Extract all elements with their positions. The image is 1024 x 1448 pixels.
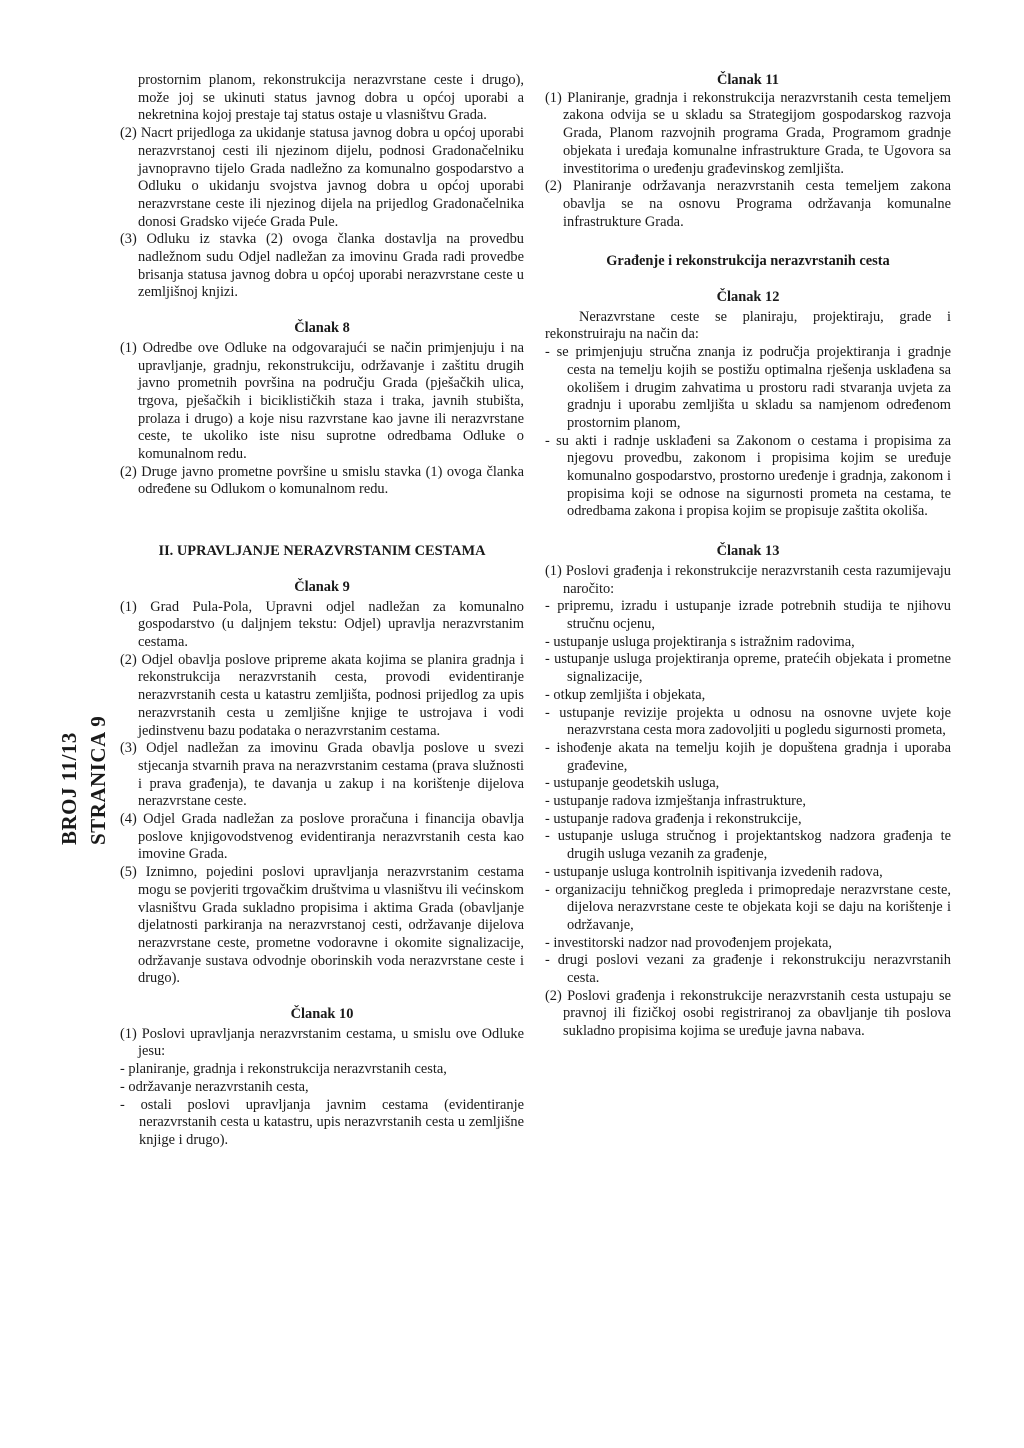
list-item: - ustupanje geodetskih usluga, — [545, 775, 720, 792]
list-item: - ustupanje usluga stručnog i projektantskog nadzora građenja te drugih usluga vezanih za građenje, — [545, 828, 951, 863]
right-column — [545, 72, 951, 1041]
list-item: - pripremu, izradu i ustupanje izrade potrebnih studija te njihovu stručnu ocjenu, — [545, 598, 951, 632]
article-8-paragraph-1: (1) Odredbe ove Odluke na odgovarajući se način primjenjuju i na upravljanje, gradnju, rekonstrukciju, održavanje i zaštitu drugih javno prometnih površina na području Grada (pješačkih ulica, trgova, pješačkih i biciklističkih staza i traka, javnih stubišta, prolaza i drugo) a koje nisu razvrstane kao javne ili nerazvrstane ceste, te ukoliko iste nisu suprotne odredbama Odluke o komunalnom redu. — [120, 339, 524, 463]
article-7-paragraph-2: (2) Nacrt prijedloga za ukidanje statusa javnog dobra u općoj uporabi nerazvrstanoj cesti ili njezinom dijelu, podnosi Gradonačelniku javnopravno tijelo Grada nadležno za komunalno gospodarstvo a Odluku o ukidanju svojstva javnog dobra u općoj uporabi nerazvrstane ceste ili njezinog dijela na prijedlog Gradonačelnika donosi Gradsko vijeće Grada Pule. — [120, 125, 524, 230]
issue-number: BROJ 11/13 — [57, 732, 81, 845]
article-13-paragraph-1: (1) Poslovi građenja i rekonstrukcije nerazvrstanih cesta razumijevaju naročito: — [545, 562, 951, 597]
article-9-title: Članak 9 — [294, 578, 350, 595]
article-10-paragraph-1: (1) Poslovi upravljanja nerazvrstanim cestama, u smislu ove Odluke jesu: — [120, 1025, 524, 1060]
list-item: - organizaciju tehničkog pregleda i primopredaje nerazvrstane ceste, dijelova nerazvrstane ceste te objekata koji se daju na korištenje i održavanje, — [545, 881, 951, 933]
article-7-paragraph-3: (3) Odluku iz stavka (2) ovoga članka dostavlja na provedbu nadležnom sudu Odjel nadležan za imovinu Grada radi provedbe brisanja statusa javnog dobra u općoj uporabi nerazvrstane ceste u zemljišnoj knjizi. — [120, 231, 524, 301]
article-10-title: Članak 10 — [290, 1006, 354, 1023]
page-header-vertical — [55, 716, 113, 845]
article-11-paragraph-1: (1) Planiranje, gradnja i rekonstrukcija nerazvrstanih cesta temeljem zakona odvija se u skladu sa Strategijom gospodarskog razvoja Grada, Planom razvojnih programa Grada, Programom gradnje objekata i uređaja komunalne infrastrukture Grada, te Ugovora sa investitorima o uređenju građevinskog zemljišta. — [545, 89, 951, 177]
list-item: - otkup zemljišta i objekata, — [545, 686, 706, 703]
article-13-paragraph-2: (2) Poslovi građenja i rekonstrukcije nerazvrstanih cesta ustupaju se pravnoj ili fizičkoj osobi registriranoj za obavljanje tih poslova sukladno propisima kojima se uređuje javna nabava. — [545, 987, 951, 1040]
list-item: - planiranje, gradnja i rekonstrukcija nerazvrstanih cesta, — [120, 1061, 447, 1078]
article-9-paragraph-2: (2) Odjel obavlja poslove pripreme akata kojima se planira gradnja i rekonstrukcija nerazvrstanih cesta, provodi evidentiranje nerazvrstanih cesta u katastru zemljišta, podnosi prijedlog za upis nerazvrstanih cesta u zemljišne knjige te ustrojava i vodi jedinstvenu bazu podataka o nerazvrstanim cestama. — [120, 651, 524, 739]
article-12-title: Članak 12 — [716, 289, 780, 306]
list-item: - drugi poslovi vezani za građenje i rekonstrukciju nerazvrstanih cesta. — [545, 952, 951, 987]
article-12-intro: Nerazvrstane ceste se planiraju, projektiraju, grade i rekonstruiraju na način da: — [545, 308, 951, 343]
article-9-paragraph-4: (4) Odjel Grada nadležan za poslove proračuna i financija obavlja poslove knjigovodstvenog evidentiranja nerazvrstanih cesta kao imovine Grada. — [120, 811, 524, 863]
list-item: - ustupanje usluga kontrolnih ispitivanja izvedenih radova, — [545, 863, 883, 880]
list-item: - ustupanje revizije projekta u odnosu na osnovne uvjete koje nerazvrstana cesta mora zadovoljiti u pogledu sigurnosti prometa, — [545, 704, 951, 739]
page-number: STRANICA 9 — [86, 715, 110, 845]
article-9-paragraph-1: (1) Grad Pula-Pola, Upravni odjel nadležan za komunalno gospodarstvo (u daljnjem tekstu: Odjel) upravlja nerazvrstanim cestama. — [120, 598, 524, 650]
article-11-paragraph-2: (2) Planiranje održavanja nerazvrstanih cesta temeljem zakona obavlja se na osnovu Programa održavanja komunalne infrastrukture Grada. — [545, 178, 951, 230]
article-9-paragraph-3: (3) Odjel nadležan za imovinu Grada obavlja poslove u svezi stjecanja stvarnih prava na nerazvrstanim cestama (prava služnosti i prava građenja), te davanja u zakup i na korištenje dijelova nerazvrstane ceste. — [120, 740, 524, 810]
article-8-title: Članak 8 — [294, 320, 350, 337]
list-item: - se primjenjuju stručna znanja iz područja projektiranja i gradnje cesta na temelju kojih se postižu optimalna rješenja usklađena sa okolišem i drugim zahvatima u prostoru radi stvaranja uvjeta za gradnju i uporabu zemljišta u skladu sa namjenom određenom prostornim planom, — [545, 344, 951, 431]
list-item: - su akti i radnje usklađeni sa Zakonom o cestama i propisima za njegovu provedbu, zakonom i propisima kojim se uređuje komunalno gospodarstvo, prostorno uređenje i gradnja, zakonom i propisima koji se odnose na sigurnosti prometa na cestama, te odredbama zakona i propisa kojim se propisuje zaštita okoliša. — [545, 432, 951, 520]
list-item: - ostali poslovi upravljanja javnim cestama (evidentiranje nerazvrstanih cesta u katastru, upis nerazvrstanih cesta u zemljišne knjige i drugo). — [120, 1096, 524, 1148]
list-item: - ustupanje radova građenja i rekonstrukcije, — [545, 810, 802, 827]
section-heading: II. UPRAVLJANJE NERAZVRSTANIM CESTAMA — [158, 543, 486, 560]
list-item: - ishođenje akata na temelju kojih je dopuštena gradnja i uporaba građevine, — [545, 739, 951, 774]
list-item: - održavanje nerazvrstanih cesta, — [120, 1078, 309, 1095]
list-item: - ustupanje usluga projektiranja s istražnim radovima, — [545, 633, 855, 650]
article-8-paragraph-2: (2) Druge javno prometne površine u smislu stavka (1) ovoga članka određene su Odlukom o komunalnom redu. — [120, 463, 524, 498]
list-item: - investitorski nadzor nad provođenjem projekata, — [545, 934, 832, 951]
list-item: - ustupanje usluga projektiranja opreme, pratećih objekata i prometne signalizacije, — [545, 651, 951, 686]
paragraph-continued: prostornim planom, rekonstrukcija nerazvrstane ceste i drugo), može joj se ukinuti status javnog dobra u općoj uporabi a nekretnina kojoj prestaje taj status ostaje u vlasništvu Grada. — [138, 72, 524, 124]
left-column — [120, 72, 524, 1150]
article-9-paragraph-5: (5) Iznimno, pojedini poslovi upravljanja nerazvrstanim cestama mogu se povjeriti trgovačkim društvima u vlasništvu ili većinskom vlasništvu Grada sukladno propisima i aktima Grada (obavljanje djelatnosti parkiranja na nerazvrstanoj cesti, održavanje dijelova nerazvrstane ceste, prometne vodoravne i okomite signalizacije, održavanje sustava odvodnje oborinskih voda nerazvrstane ceste i drugo). — [120, 864, 524, 987]
list-item: - ustupanje radova izmještanja infrastrukture, — [545, 793, 806, 810]
article-13-title: Članak 13 — [716, 543, 780, 560]
subsection-heading: Građenje i rekonstrukcija nerazvrstanih cesta — [606, 253, 890, 270]
article-11-title: Članak 11 — [717, 72, 779, 88]
